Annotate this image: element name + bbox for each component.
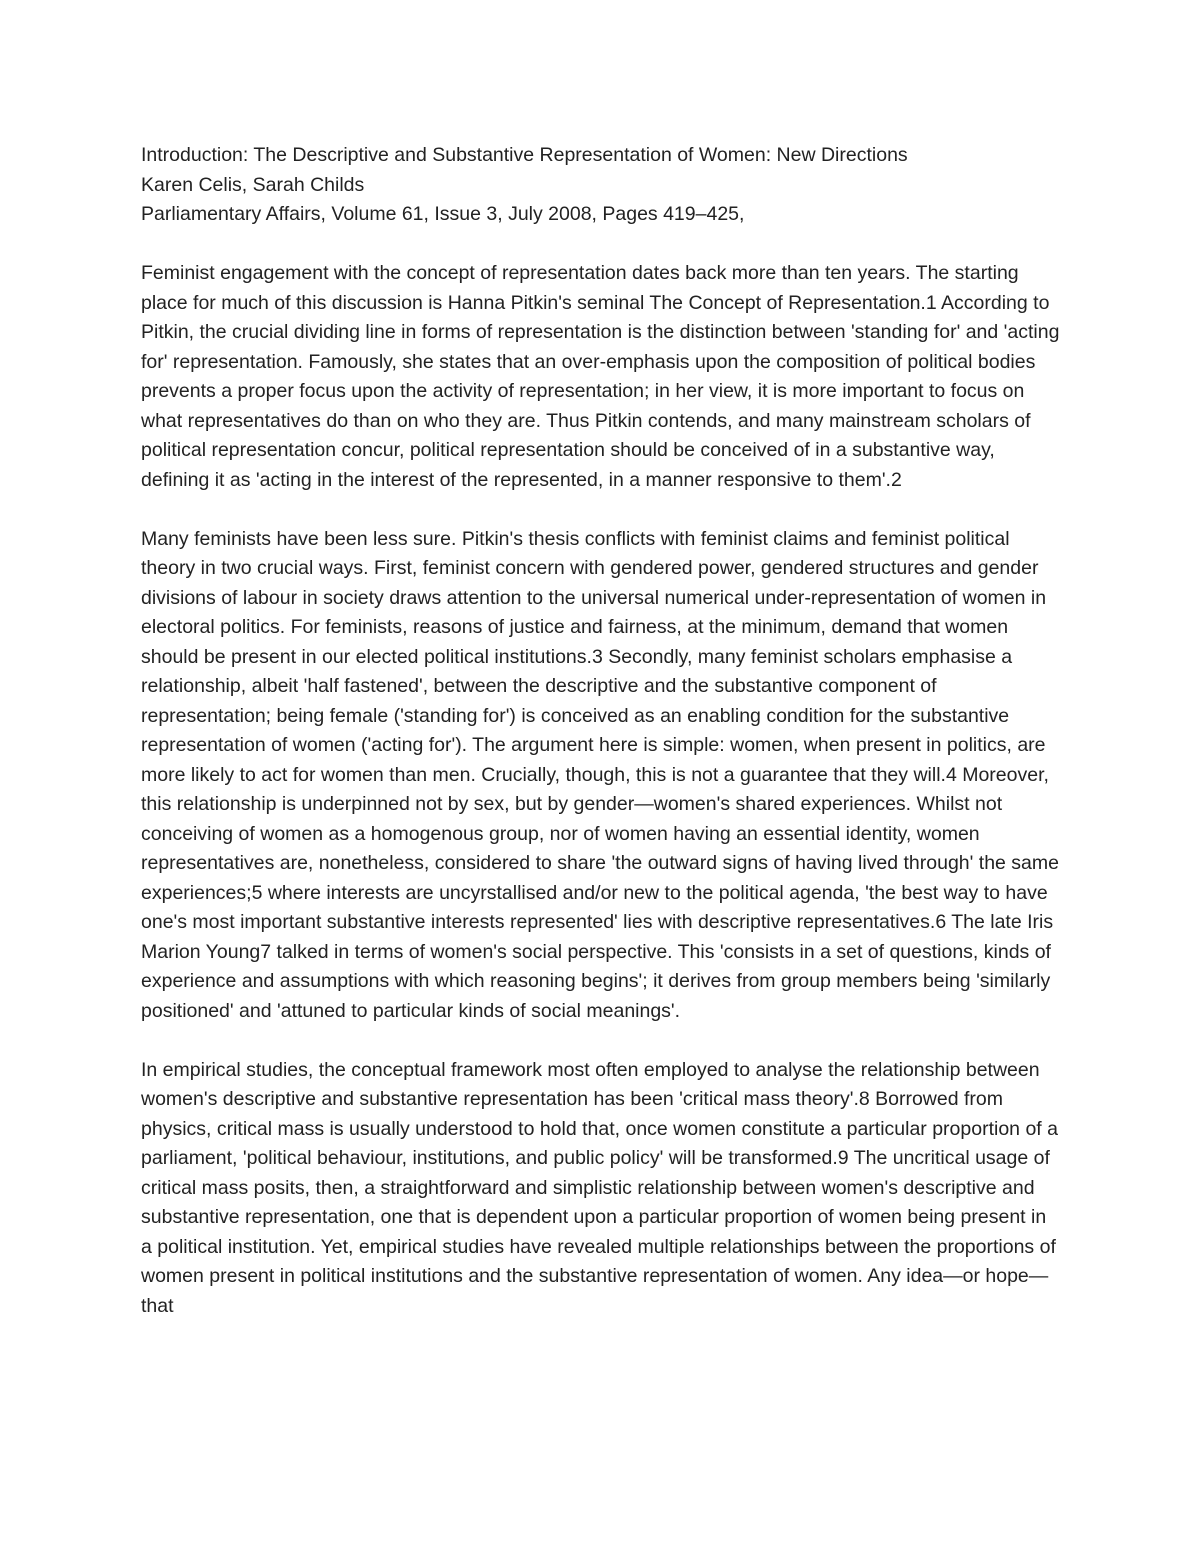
- body-paragraph-1: Feminist engagement with the concept of representation dates back more than ten years. The starting place for much of this discussion is Hanna Pitkin's seminal The Concept of Representation.1 According to Pitkin, the crucial dividing line in forms of representation is the distinction between 'standing for' and 'acting for' representation. Famously, she states that an over-emphasis upon the composition of political bodies prevents a proper focus upon the activity of representation; in her view, it is more important to focus on what representatives do than on who they are. Thus Pitkin contends, and many mainstream scholars of political representation concur, political representation should be conceived of in a substantive way, defining it as 'acting in the interest of the represented, in a manner responsive to them'.2: [141, 262, 1060, 491]
- article-header: [141, 141, 1061, 230]
- article-authors: Karen Celis, Sarah Childs: [141, 173, 365, 196]
- article-title: Introduction: The Descriptive and Substantive Representation of Women: New Directions: [141, 144, 908, 166]
- body-paragraph-2: Many feminists have been less sure. Pitkin's thesis conflicts with feminist claims and feminist political theory in two crucial ways. First, feminist concern with gendered power, gendered structures and gender divisions of labour in society draws attention to the universal numerical under-representation of women in electoral politics. For feminists, reasons of justice and fairness, at the minimum, demand that women should be present in our elected political institutions.3 Secondly, many feminist scholars emphasise a relationship, albeit 'half fastened', between the descriptive and the substantive component of representation; being female ('standing for') is conceived as an enabling condition for the substantive representation of women ('acting for'). The argument here is simple: women, when present in politics, are more likely to act for women than men. Crucially, though, this is not a guarantee that they will.4 Moreover, this relationship is underpinned not by sex, but by gender—women's shared experiences. Whilst not conceiving of women as a homogenous group, nor of women having an essential identity, women representatives are, nonetheless, considered to share 'the outward signs of having lived through' the same experiences;5 where interests are uncyrstallised and/or new to the political agenda, 'the best way to have one's most important substantive interests represented' lies with descriptive representatives.6 The late Iris Marion Young7 talked in terms of women's social perspective. This 'consists in a set of questions, kinds of experience and assumptions with which reasoning begins'; it derives from group members being 'similarly positioned' and 'attuned to particular kinds of social meanings'.: [141, 527, 1059, 1022]
- article-citation: Parliamentary Affairs, Volume 61, Issue 3, July 2008, Pages 419–425,: [141, 203, 745, 225]
- body-paragraph-3: In empirical studies, the conceptual framework most often employed to analyse the relationship between women's descriptive and substantive representation has been 'critical mass theory'.8 Borrowed from physics, critical mass is usually understood to hold that, once women constitute a particular proportion of a parliament, 'political behaviour, institutions, and public policy' will be transformed.9 The uncritical usage of critical mass posits, then, a straightforward and simplistic relationship between women's descriptive and substantive representation, one that is dependent upon a particular proportion of women being present in a political institution. Yet, empirical studies have revealed multiple relationships between the proportions of women present in political institutions and the substantive representation of women. Any idea—or hope—that: [141, 1058, 1058, 1317]
- document-content: [141, 141, 1061, 1321]
